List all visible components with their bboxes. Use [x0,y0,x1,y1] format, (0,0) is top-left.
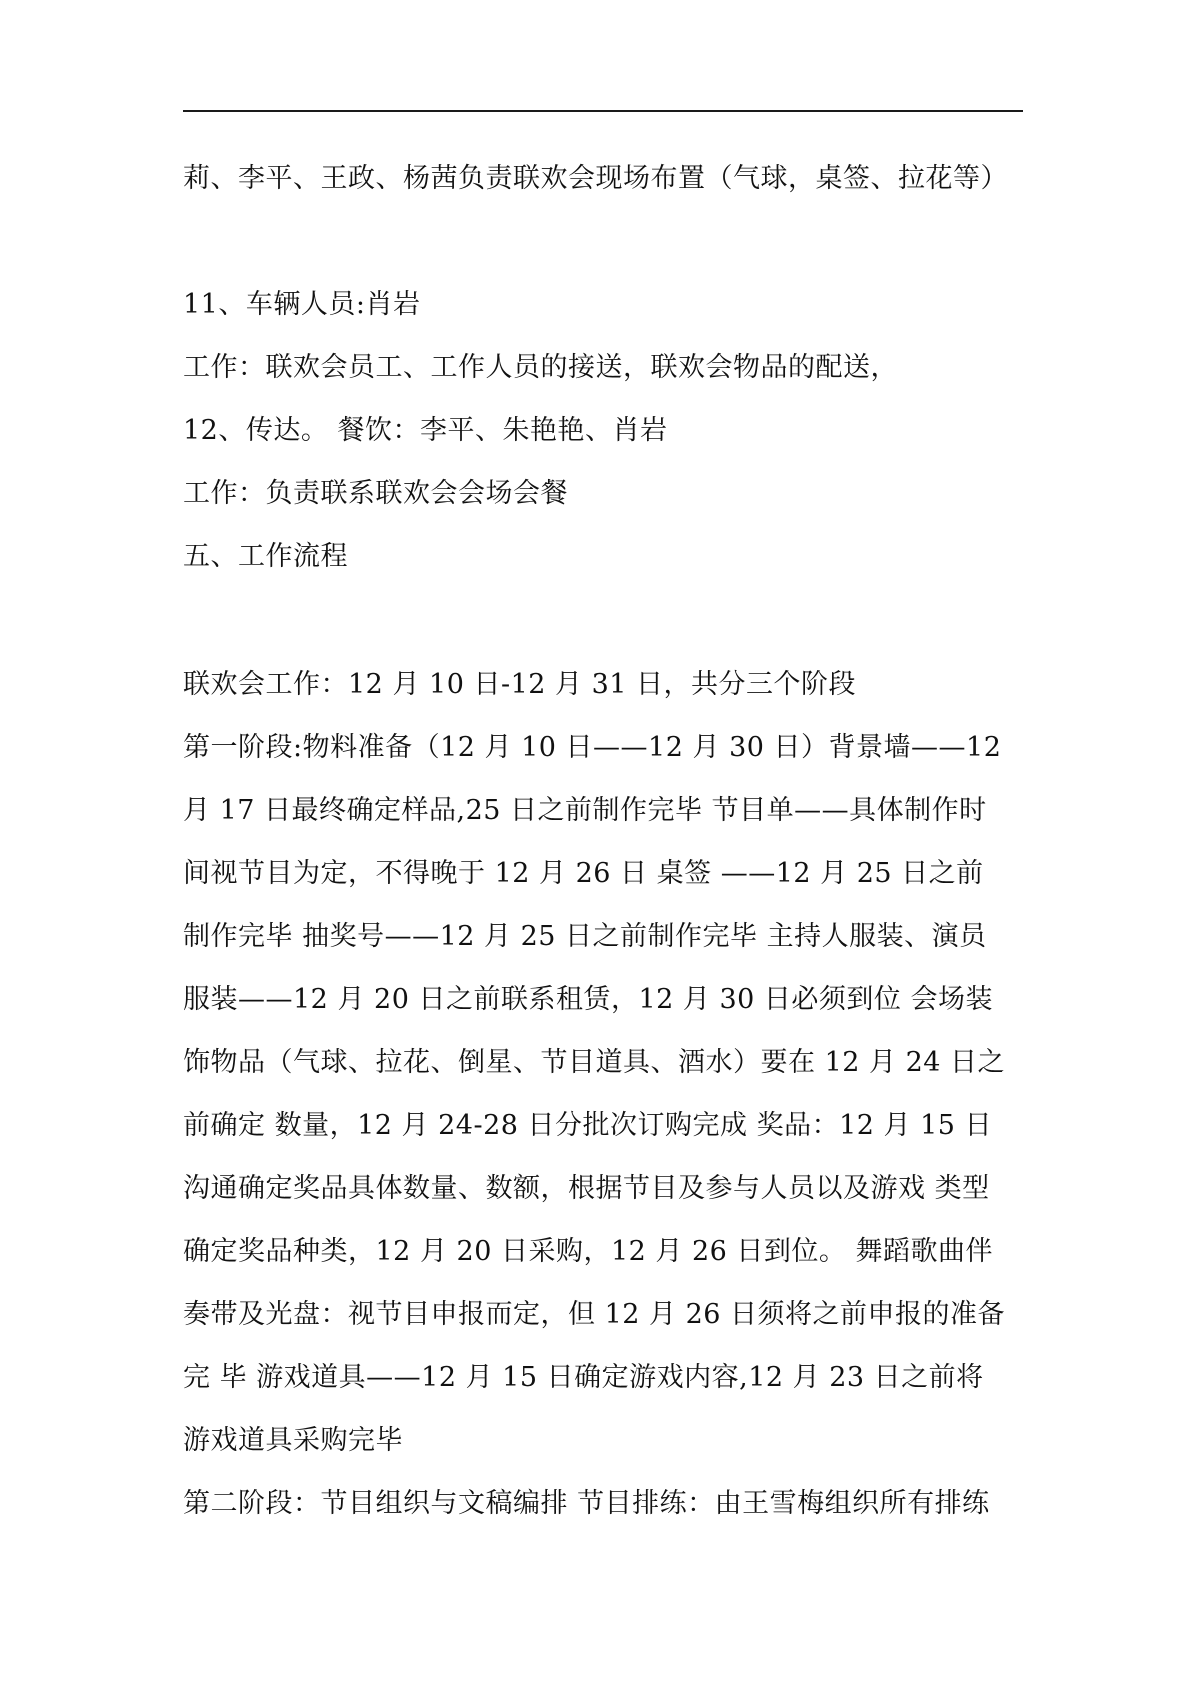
text-line: 工作：联欢会员工、工作人员的接送，联欢会物品的配送， [183,352,898,383]
text-line: 第二阶段：节目组织与文稿编排 节目排练：由王雪梅组织所有排练 [183,1488,990,1519]
text-line: 游戏道具采购完毕 [183,1425,403,1456]
header-rule [183,110,1023,112]
section-heading: 五、工作流程 [183,541,348,572]
text-line: 12、传达。 餐饮：李平、朱艳艳、肖岩 [183,415,668,446]
text-line: 月 17 日最终确定样品,25 日之前制作完毕 节目单——具体制作时 [183,795,987,826]
text-line: 第一阶段:物料准备（12 月 10 日——12 月 30 日）背景墙——12 [183,732,1002,763]
text-line: 确定奖品种类，12 月 20 日采购，12 月 26 日到位。 舞蹈歌曲伴 [183,1236,994,1267]
text-line: 莉、李平、王政、杨茜负责联欢会现场布置（气球，桌签、拉花等） [183,163,1008,194]
text-line: 11、车辆人员:肖岩 [183,289,421,320]
text-line: 沟通确定奖品具体数量、数额，根据节目及参与人员以及游戏 类型 [183,1173,990,1204]
text-line: 制作完毕 抽奖号——12 月 25 日之前制作完毕 主持人服装、演员 [183,921,987,952]
text-line: 饰物品（气球、拉花、倒星、节目道具、酒水）要在 12 月 24 日之 [183,1047,1006,1078]
text-line: 间视节目为定，不得晚于 12 月 26 日 桌签 ——12 月 25 日之前 [183,858,984,889]
text-line: 服装——12 月 20 日之前联系租赁，12 月 30 日必须到位 会场装 [183,984,994,1015]
text-line: 奏带及光盘：视节目申报而定，但 12 月 26 日须将之前申报的准备 [183,1299,1006,1330]
text-line: 联欢会工作：12 月 10 日-12 月 31 日，共分三个阶段 [183,669,857,700]
text-line: 完 毕 游戏道具——12 月 15 日确定游戏内容,12 月 23 日之前将 [183,1362,984,1393]
text-line: 工作：负责联系联欢会会场会餐 [183,478,568,509]
text-line: 前确定 数量，12 月 24-28 日分批次订购完成 奖品：12 月 15 日 [183,1110,993,1141]
